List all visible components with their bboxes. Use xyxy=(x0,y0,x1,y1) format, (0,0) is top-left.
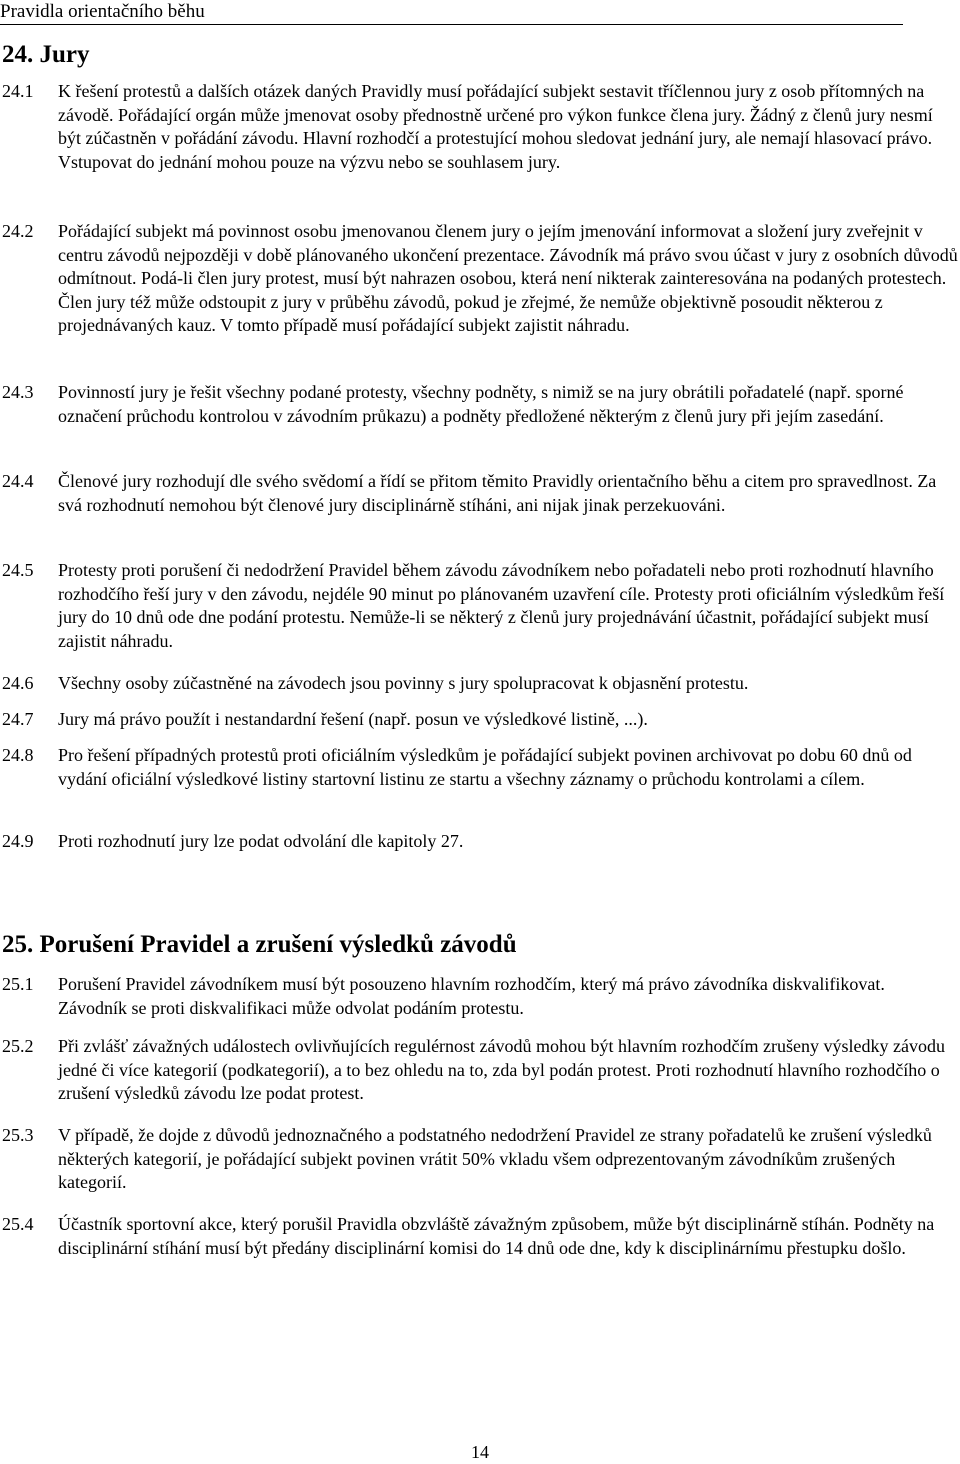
paragraph-number: 24.7 xyxy=(2,709,34,729)
paragraph-text: Povinností jury je řešit všechny podané protesty, všechny podněty, s nimiž se na jury obrátili pořadatelé (např. sporné označení průchodu kontrolou v závodním průkazu) a podněty předložené některým z členů jury při jejím zasedání. xyxy=(58,382,904,426)
paragraph-text: Účastník sportovní akce, který porušil Pravidla obzvláště závažným způsobem, může být disciplinárně stíhán. Podněty na disciplinární stíhání musí být předány disciplinární komisi do 14 dnů ode dne, kdy k disciplinárnímu přestupku došlo. xyxy=(58,1214,935,1258)
paragraph-24-3 xyxy=(2,381,958,428)
paragraph-25-4 xyxy=(2,1213,958,1260)
paragraph-text: V případě, že dojde z důvodů jednoznačného a podstatného nedodržení Pravidel ze strany pořadatelů ke zrušení výsledků některých kategorií, je pořádající subjekt povinen vrátit 50% vkladu všem odprezentovaným závodníkům zrušených kategorií. xyxy=(58,1125,932,1192)
section-heading-24: 24. Jury xyxy=(2,41,90,68)
paragraph-text: Pro řešení případných protestů proti oficiálním výsledkům je pořádající subjekt povinen archivovat po dobu 60 dnů od vydání oficiální výsledkové listiny startovní listinu ze startu a všechny záznamy o průchodu kontrolami a cílem. xyxy=(58,745,912,789)
paragraph-text: Členové jury rozhodují dle svého svědomí a řídí se přitom těmito Pravidly orientačního běhu a citem pro spravedlnost. Za svá rozhodnutí nemohou být členové jury disciplinárně stíháni, ani nijak jinak perzekuováni. xyxy=(58,471,937,515)
paragraph-number: 25.2 xyxy=(2,1036,34,1056)
paragraph-number: 24.6 xyxy=(2,673,34,693)
paragraph-number: 24.1 xyxy=(2,81,34,101)
paragraph-text: Porušení Pravidel závodníkem musí být posouzeno hlavním rozhodčím, který má právo závodníka diskvalifikovat. Závodník se proti diskvalifikaci může odvolat podáním protestu. xyxy=(58,974,885,1018)
paragraph-number: 24.5 xyxy=(2,560,34,580)
paragraph-text: Protesty proti porušení či nedodržení Pravidel během závodu závodníkem nebo pořadateli nebo proti rozhodnutí hlavního rozhodčího řeší jury v den závodu, nejdéle 90 minut po plánovaném uzavření cíle. Protesty proti oficiálním výsledkům řeší jury do 10 dnů ode dne podání protestu. Nemůže-li se některý z členů jury projednávání účastnit, pořádající subjekt musí zajistit náhradu. xyxy=(58,560,945,651)
paragraph-number: 24.9 xyxy=(2,831,34,851)
paragraph-text: K řešení protestů a dalších otázek daných Pravidly musí pořádající subjekt sestavit tříčlennou jury z osob přítomných na závodě. Pořádající orgán může jmenovat osoby přednostně určené pro výkon funkce člena jury. Žádný z členů jury nesmí být zúčastněn v pořádání závodu. Hlavní rozhodčí a protestující mohou sledovat jednání jury, ale nemají hlasovací právo. Vstupovat do jednání mohou pouze na výzvu nebo se souhlasem jury. xyxy=(58,81,933,172)
paragraph-text: Pořádající subjekt má povinnost osobu jmenovanou členem jury o jejím jmenování informovat a složení jury zveřejnit v centru závodů nejpozději v době plánovaného ukončení prezentace. Závodník má právo svou účast v jury z osobních důvodů odmítnout. Podá-li člen jury protest, musí být nahrazen osobou, která není nikterak zainteresována na podaných protestech. Člen jury též může odstoupit z jury v průběhu závodů, pokud je zřejmé, že nemůže objektivně posoudit některou z projednávaných kauz. V tomto případě musí pořádající subjekt zajistit náhradu. xyxy=(58,221,958,335)
header-title: Pravidla orientačního běhu xyxy=(0,1,205,22)
paragraph-24-6 xyxy=(2,672,958,696)
page-number: 14 xyxy=(471,1442,489,1462)
paragraph-25-1 xyxy=(2,973,958,1020)
paragraph-24-9 xyxy=(2,830,958,854)
paragraph-24-2 xyxy=(2,220,958,338)
paragraph-number: 24.2 xyxy=(2,221,34,241)
paragraph-text: Při zvlášť závažných událostech ovlivňujících regulérnost závodů mohou být hlavním rozhodčím zrušeny výsledky závodu jedné či více kategorií (podkategorií), a to bez ohledu na to, zda byl podán protest. Proti rozhodnutí hlavního rozhodčího o zrušení výsledků závodu lze podat protest. xyxy=(58,1036,945,1103)
paragraph-text: Všechny osoby zúčastněné na závodech jsou povinny s jury spolupracovat k objasnění protestu. xyxy=(58,673,749,693)
paragraph-24-1 xyxy=(2,80,958,174)
paragraph-text: Jury má právo použít i nestandardní řešení (např. posun ve výsledkové listině, ...). xyxy=(58,709,648,729)
paragraph-24-4 xyxy=(2,470,958,517)
paragraph-number: 24.4 xyxy=(2,471,34,491)
paragraph-number: 25.1 xyxy=(2,974,34,994)
paragraph-25-3 xyxy=(2,1124,958,1195)
paragraph-number: 24.3 xyxy=(2,382,34,402)
running-header xyxy=(0,0,903,25)
section-heading-25: 25. Porušení Pravidel a zrušení výsledků závodů xyxy=(2,931,517,958)
paragraph-number: 25.4 xyxy=(2,1214,34,1234)
paragraph-24-7 xyxy=(2,708,958,732)
paragraph-number: 25.3 xyxy=(2,1125,34,1145)
paragraph-number: 24.8 xyxy=(2,745,34,765)
paragraph-24-8 xyxy=(2,744,958,791)
paragraph-25-2 xyxy=(2,1035,958,1106)
paragraph-24-5 xyxy=(2,559,958,653)
paragraph-text: Proti rozhodnutí jury lze podat odvolání dle kapitoly 27. xyxy=(58,831,464,851)
